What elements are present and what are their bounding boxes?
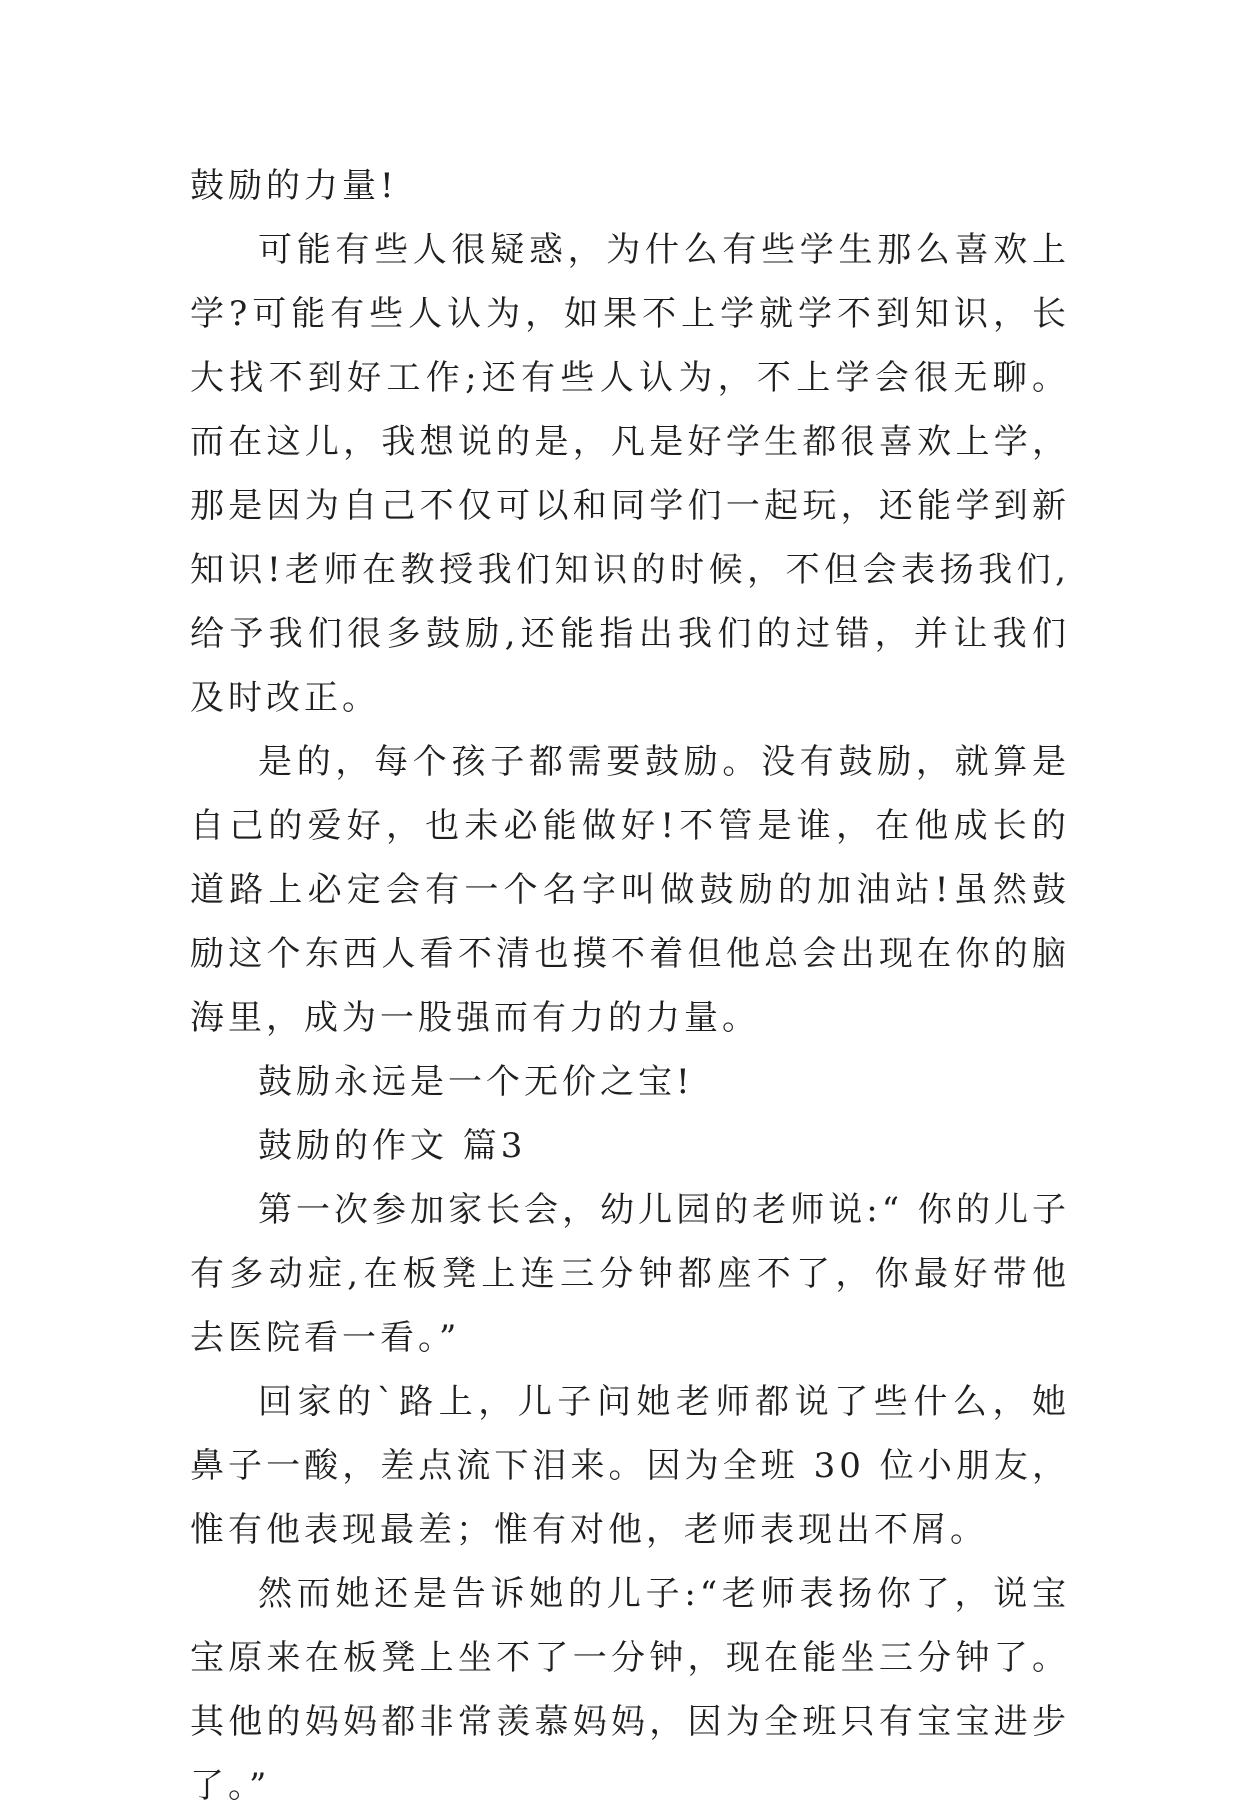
paragraph: 是的，每个孩子都需要鼓励。没有鼓励，就算是自己的爱好，也未必能做好!不管是谁，在他成长的道路上必定会有一个名字叫做鼓励的加油站!虽然鼓励这个东西人看不清也摸不着但他总会出现在你的脑海里，成为一股强而有力的力量。 bbox=[190, 742, 1070, 1038]
paragraph: 鼓励永远是一个无价之宝! bbox=[258, 1062, 694, 1102]
paragraph: 回家的`路上，儿子问她老师都说了些什么，她鼻子一酸，差点流下泪来。因为全班 30 位小朋友，惟有他表现最差；惟有对他，老师表现出不屑。 bbox=[190, 1382, 1070, 1550]
document-body bbox=[190, 154, 1070, 1818]
paragraph: 然而她还是告诉她的儿子:“老师表扬你了，说宝宝原来在板凳上坐不了一分钟，现在能坐三分钟了。其他的妈妈都非常羡慕妈妈，因为全班只有宝宝进步了。” bbox=[190, 1574, 1070, 1806]
paragraph-continuation: 鼓励的力量! bbox=[190, 166, 398, 206]
paragraph: 第一次参加家长会，幼儿园的老师说:“ 你的儿子有多动症,在板凳上连三分钟都座不了，你最好带他去医院看一看。” bbox=[190, 1190, 1070, 1358]
paragraph: 可能有些人很疑惑，为什么有些学生那么喜欢上学?可能有些人认为，如果不上学就学不到知识，长大找不到好工作;还有些人认为，不上学会很无聊。而在这儿，我想说的是，凡是好学生都很喜欢上学，那是因为自己不仅可以和同学们一起玩，还能学到新知识!老师在教授我们知识的时候，不但会表扬我们,给予我们很多鼓励,还能指出我们的过错，并让我们及时改正。 bbox=[190, 230, 1070, 718]
section-heading: 鼓励的作文 篇3 bbox=[258, 1126, 527, 1166]
